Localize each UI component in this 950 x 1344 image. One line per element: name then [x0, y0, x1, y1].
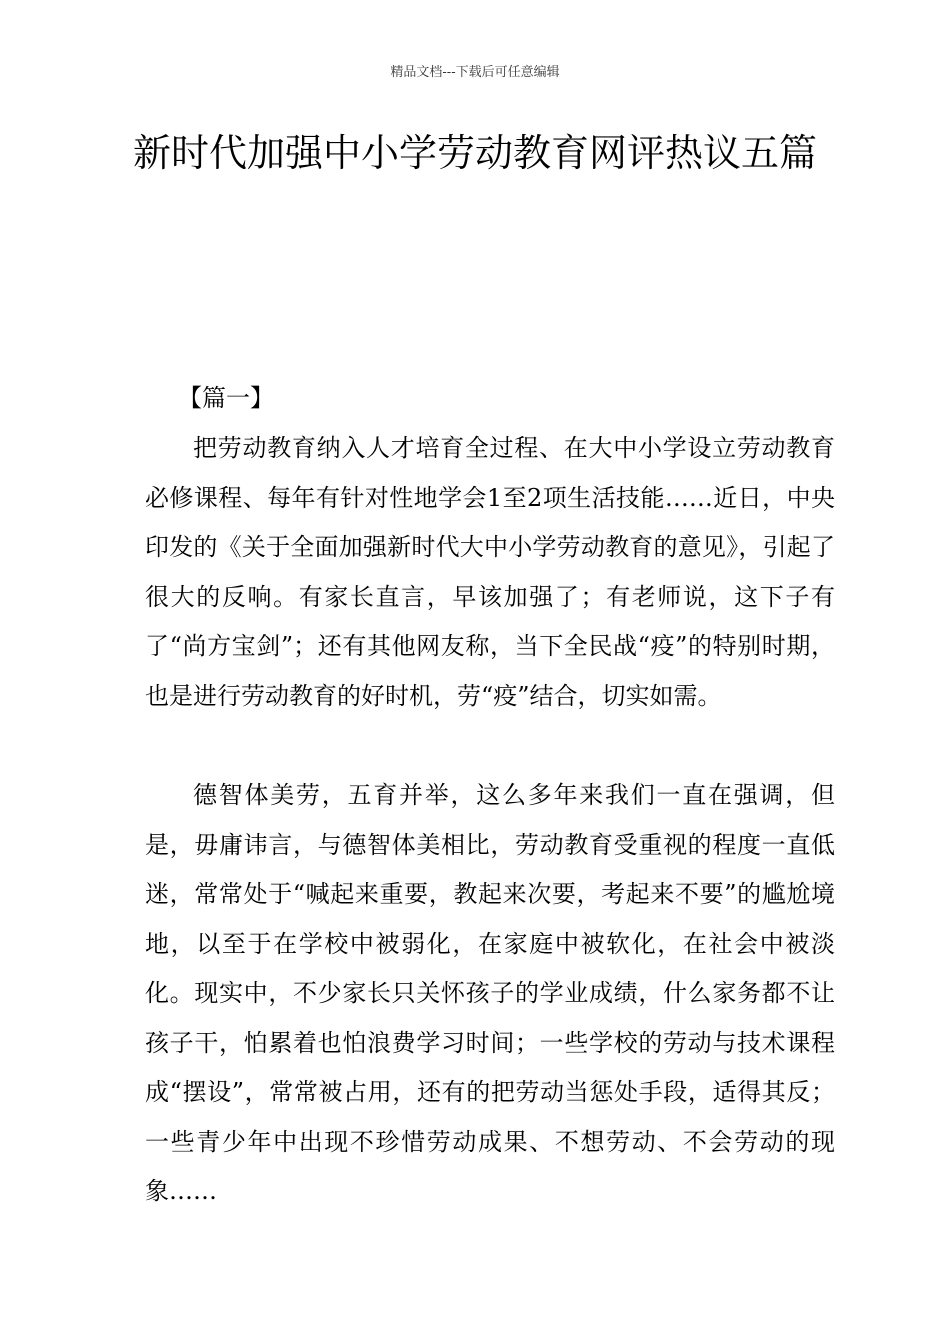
- body-paragraph-2: 德智体美劳，五育并举，这么多年来我们一直在强调，但是，毋庸讳言，与德智体美相比，劳动教育受重视的程度一直低迷，常常处于“喊起来重要，教起来次要，考起来不要”的尴尬境地，以至于在学校中被弱化，在家庭中被软化，在社会中被淡化。现实中，不少家长只关怀孩子的学业成绩，什么家务都不让孩子干，怕累着也怕浪费学习时间；一些学校的劳动与技术课程成“摆设”，常常被占用，还有的把劳动当惩处手段，适得其反；一些青少年中出现不珍惜劳动成果、不想劳动、不会劳动的现象……: [145, 781, 835, 1205]
- body-paragraph-1: 把劳动教育纳入人才培育全过程、在大中小学设立劳动教育必修课程、每年有针对性地学会1至2项生活技能……近日，中央印发的《关于全面加强新时代大中小学劳动教育的意见》，引起了很大的反响。有家长直言，早该加强了；有老师说，这下子有了“尚方宝剑”；还有其他网友称，当下全民战“疫”的特别时期，也是进行劳动教育的好时机，劳“疫”结合，切实如需。: [145, 434, 835, 710]
- document-title: 新时代加强中小学劳动教育网评热议五篇: [132, 131, 817, 175]
- section-heading: 【篇一】: [178, 384, 274, 412]
- header-note: 精品文档---下载后可任意编辑: [390, 65, 560, 80]
